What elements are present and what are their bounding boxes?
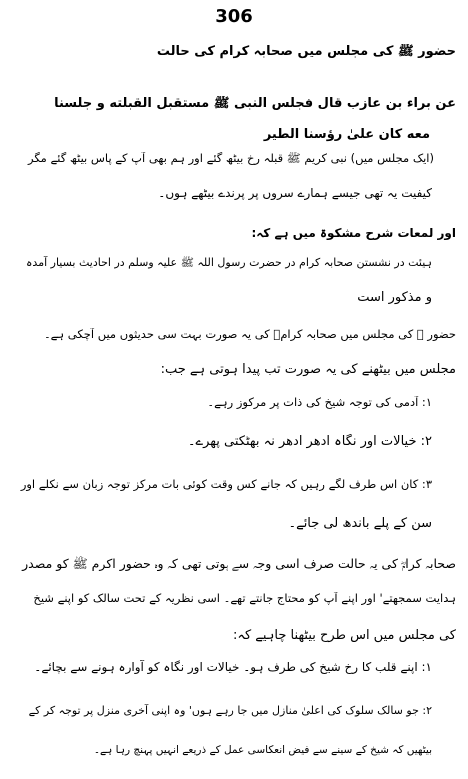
list-item: ۱: اپنے قلب کا رخ شیخ کی طرف ہو۔ خیالات اور نگاہ کو آوارہ ہونے سے بچائے۔ bbox=[34, 660, 432, 674]
page-number: 306 bbox=[215, 6, 253, 27]
paragraph-line: صحابہ کرامؓ کی یہ حالت صرف اسی وجہ سے ہوتی تھی کہ وہ حضور اکرم ﷺ کو مصدر bbox=[22, 556, 456, 571]
arabic-hadith-line: عن براء بن عازب قال فجلس النبی ﷺ مستقبل القبلته و جلسنا bbox=[54, 96, 456, 111]
translation-line: کیفیت یہ تھی جیسے ہمارے سروں پر پرندے بیٹھے ہوں۔ bbox=[158, 186, 432, 200]
paragraph-line: مجلس میں بیٹھنے کی یہ صورت تب پیدا ہوتی ہے جب: bbox=[160, 362, 456, 377]
list-item-continuation: بیٹھیں کہ شیخ کے سینے سے فیض انعکاسی عمل کے ذریعے انہیں پہنچ رہا ہے۔ bbox=[93, 744, 432, 756]
paragraph-line: ہدایت سمجھتے' اور اپنے آپ کو محتاج جانتے تھے۔ اسی نظریہ کے تحت سالک کو اپنے شیخ bbox=[33, 592, 456, 605]
arabic-hadith-line: معه کان علیٰ رؤسنا الطیر bbox=[263, 127, 430, 142]
list-item: ۲: خیالات اور نگاہ ادھر ادھر نہ بھٹکتی پھرے۔ bbox=[187, 434, 432, 449]
lamaat-quote-line: ہیئت در نشستن صحابہ کرام در حضرت رسول اللہ ﷺ علیہ وسلم در احادیث بسیار آمدہ bbox=[25, 256, 432, 269]
list-item-continuation: سن کے پلے باندھ لی جائے۔ bbox=[288, 516, 432, 531]
paragraph-line: حضور ﷺ کی مجلس میں صحابہ کرامؓ کی یہ صورت بہت سی حدیثوں میں آچکی ہے۔ bbox=[43, 328, 456, 341]
list-item: ۲: جو سالک سلوک کی اعلیٰ منازل میں جا رہے ہوں' وہ اپنی آخری منزل پر توجہ کر کے bbox=[28, 704, 432, 717]
lamaat-quote-line: و مذکور است bbox=[357, 290, 432, 305]
translation-line: (ایک مجلس میں) نبی کریم ﷺ قبلہ رخ بیٹھ گئے اور ہم بھی آپ کے پاس بیٹھ گئے مگر bbox=[27, 152, 434, 165]
paragraph-line: کی مجلس میں اس طرح بیٹھنا چاہیے کہ: bbox=[232, 628, 456, 643]
list-item: ۱: آدمی کی توجہ شیخ کی ذات پر مرکوز رہے۔ bbox=[207, 396, 432, 409]
page-title: حضور ﷺ کی مجلس میں صحابہ کرام کی حالت bbox=[156, 44, 456, 59]
lamaat-intro: اور لمعات شرح مشکوۃ میں ہے کہ: bbox=[251, 226, 456, 240]
list-item: ۳: کان اس طرف لگے رہیں کہ جانے کس وقت کوئی بات مرکز توجہ زبان سے نکلے اور bbox=[20, 478, 432, 491]
